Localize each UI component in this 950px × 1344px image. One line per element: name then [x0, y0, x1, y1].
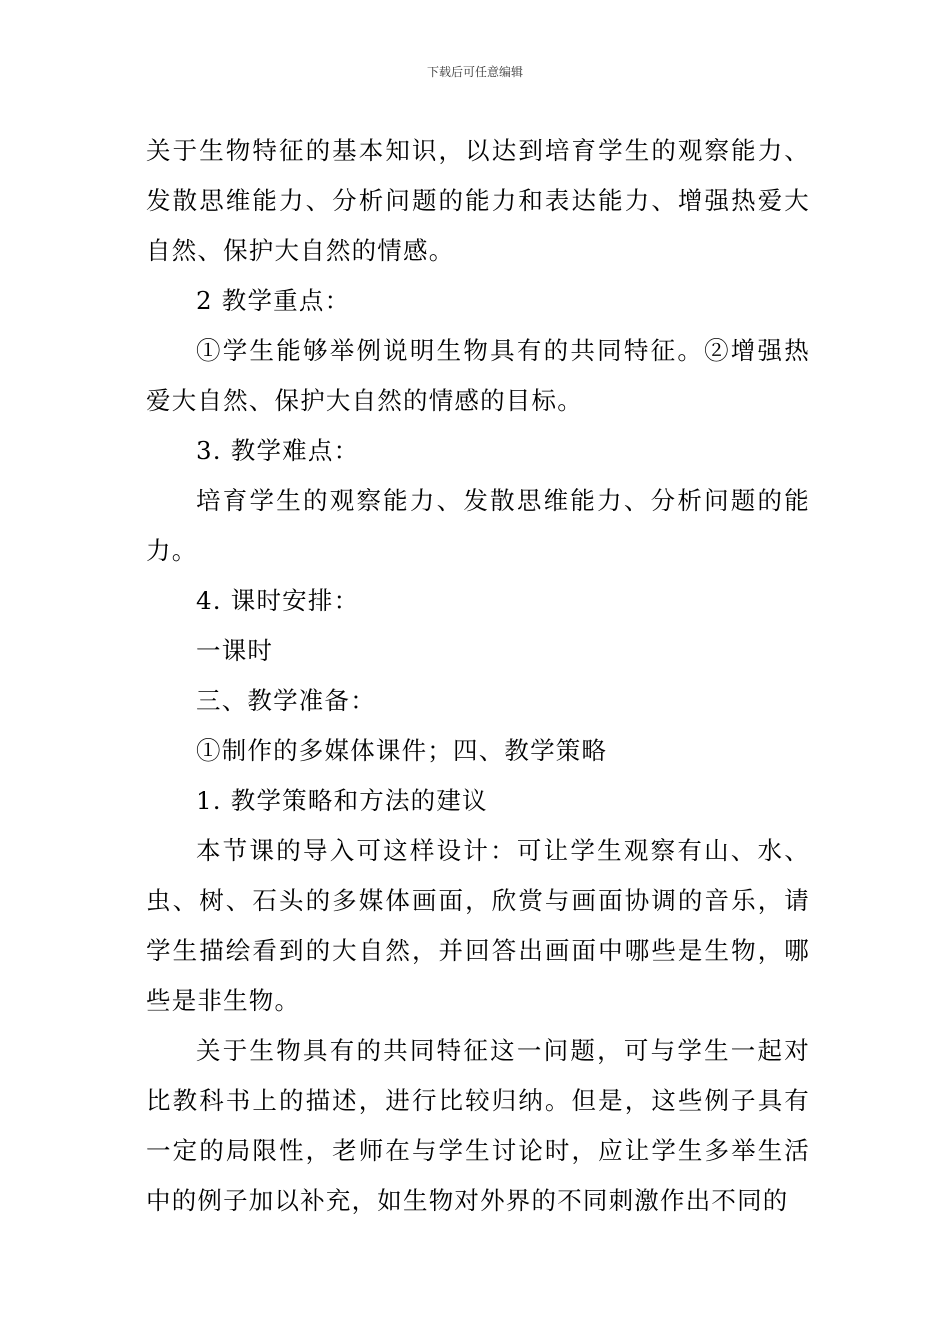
heading-teaching-focus: 2 教学重点：: [196, 286, 351, 315]
document-body: [146, 126, 810, 1226]
paragraph-teaching-focus: ①学生能够举例说明生物具有的共同特征。②增强热爱大自然、保护大自然的情感的目标。: [146, 336, 810, 415]
paragraph-teaching-preparation: ①制作的多媒体课件；四、教学策略: [196, 736, 608, 765]
page-header: 下载后可任意编辑: [426, 65, 523, 79]
paragraph-teaching-difficulty: 培育学生的观察能力、发散思维能力、分析问题的能力。: [146, 486, 810, 565]
heading-teaching-difficulty: 3. 教学难点：: [196, 436, 360, 465]
paragraph-lesson-introduction: 本节课的导入可这样设计：可让学生观察有山、水、虫、树、石头的多媒体画面，欣赏与画面协调的音乐，请学生描绘看到的大自然，并回答出画面中哪些是生物，哪些是非生物。: [146, 836, 810, 1015]
paragraph-intro: 关于生物特征的基本知识，以达到培育学生的观察能力、发散思维能力、分析问题的能力和表达能力、增强热爱大自然、保护大自然的情感。: [146, 136, 810, 265]
paragraph-class-schedule: 一课时: [196, 636, 274, 665]
paragraph-common-features: 关于生物具有的共同特征这一问题，可与学生一起对比教科书上的描述，进行比较归纳。但是，这些例子具有一定的局限性，老师在与学生讨论时，应让学生多举生活中的例子加以补充，如生物对外界的不同刺激作出不同的: [146, 1036, 810, 1215]
heading-strategy-suggestions: 1. 教学策略和方法的建议: [196, 786, 488, 815]
heading-class-schedule: 4. 课时安排：: [196, 586, 360, 615]
heading-teaching-preparation: 三、教学准备：: [196, 686, 376, 715]
